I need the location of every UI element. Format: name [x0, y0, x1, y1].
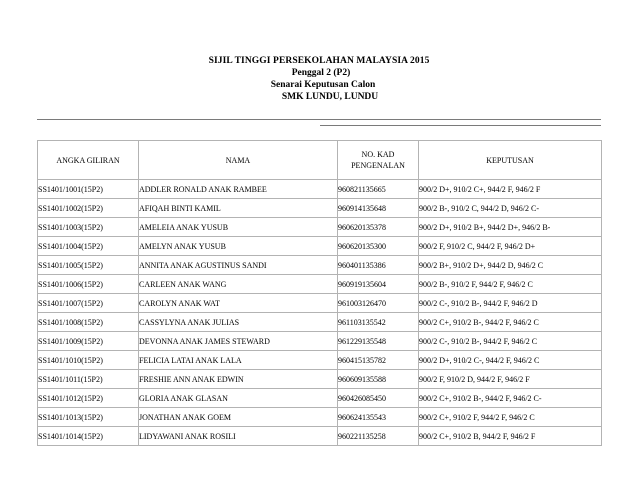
cell-no-kad: 960401135386: [338, 256, 419, 275]
cell-keputusan: 900/2 F, 910/2 C, 944/2 F, 946/2 D+: [419, 237, 602, 256]
cell-nama: FELICIA LATAI ANAK LALA: [139, 351, 338, 370]
cell-no-kad: 961229135548: [338, 332, 419, 351]
cell-no-kad: 960426085450: [338, 389, 419, 408]
table-header-row: [38, 141, 602, 180]
header-keputusan: KEPUTUSAN: [419, 141, 602, 180]
cell-no-kad: 960914135648: [338, 199, 419, 218]
cell-no-kad: 960221135258: [338, 427, 419, 446]
exam-term: Penggal 2 (P2): [291, 68, 351, 78]
cell-nama: LIDYAWANI ANAK ROSILI: [139, 427, 338, 446]
table-row: [38, 313, 602, 332]
cell-angka-giliran: SS1401/1001(15P2): [38, 180, 139, 199]
list-title: Senarai Keputusan Calon: [270, 80, 376, 90]
table-row: [38, 370, 602, 389]
divider-line-half: [320, 125, 601, 126]
table-row: [38, 275, 602, 294]
cell-keputusan: 900/2 C+, 910/2 B, 944/2 F, 946/2 F: [419, 427, 602, 446]
cell-angka-giliran: SS1401/1013(15P2): [38, 408, 139, 427]
table-row: [38, 180, 602, 199]
header-no-kad-pengenalan: [338, 141, 419, 180]
header-angka-giliran: ANGKA GILIRAN: [38, 141, 139, 180]
table-row: [38, 294, 602, 313]
cell-keputusan: 900/2 D+, 910/2 B+, 944/2 D+, 946/2 B-: [419, 218, 602, 237]
cell-keputusan: 900/2 C-, 910/2 B-, 944/2 F, 946/2 D: [419, 294, 602, 313]
table-row: [38, 237, 602, 256]
cell-nama: GLORIA ANAK GLASAN: [139, 389, 338, 408]
table-row: [38, 256, 602, 275]
cell-no-kad: 960609135588: [338, 370, 419, 389]
cell-angka-giliran: SS1401/1003(15P2): [38, 218, 139, 237]
cell-no-kad: 960620135378: [338, 218, 419, 237]
cell-angka-giliran: SS1401/1014(15P2): [38, 427, 139, 446]
cell-keputusan: 900/2 B-, 910/2 F, 944/2 F, 946/2 C: [419, 275, 602, 294]
table-row: [38, 389, 602, 408]
cell-angka-giliran: SS1401/1008(15P2): [38, 313, 139, 332]
cell-nama: ANNITA ANAK AGUSTINUS SANDI: [139, 256, 338, 275]
cell-no-kad: 960620135300: [338, 237, 419, 256]
cell-no-kad: 960919135604: [338, 275, 419, 294]
cell-keputusan: 900/2 D+, 910/2 C+, 944/2 F, 946/2 F: [419, 180, 602, 199]
cell-angka-giliran: SS1401/1007(15P2): [38, 294, 139, 313]
cell-keputusan: 900/2 C+, 910/2 F, 944/2 F, 946/2 C: [419, 408, 602, 427]
cell-nama: JONATHAN ANAK GOEM: [139, 408, 338, 427]
table-row: [38, 351, 602, 370]
cell-angka-giliran: SS1401/1006(15P2): [38, 275, 139, 294]
cell-angka-giliran: SS1401/1005(15P2): [38, 256, 139, 275]
cell-angka-giliran: SS1401/1002(15P2): [38, 199, 139, 218]
document-header: [0, 55, 638, 103]
header-no-kad-line2: PENGENALAN: [351, 161, 405, 170]
cell-keputusan: 900/2 B-, 910/2 C, 944/2 D, 946/2 C-: [419, 199, 602, 218]
cell-angka-giliran: SS1401/1012(15P2): [38, 389, 139, 408]
cell-no-kad: 961003126470: [338, 294, 419, 313]
cell-keputusan: 900/2 C-, 910/2 B-, 944/2 F, 946/2 C: [419, 332, 602, 351]
cell-no-kad: 960821135665: [338, 180, 419, 199]
table-row: [38, 427, 602, 446]
cell-nama: CAROLYN ANAK WAT: [139, 294, 338, 313]
cell-nama: AMELEIA ANAK YUSUB: [139, 218, 338, 237]
exam-title: SIJIL TINGGI PERSEKOLAHAN MALAYSIA 2015: [208, 56, 430, 66]
cell-keputusan: 900/2 C+, 910/2 B-, 944/2 F, 946/2 C: [419, 313, 602, 332]
cell-no-kad: 960415135782: [338, 351, 419, 370]
table-row: [38, 218, 602, 237]
cell-no-kad: 961103135542: [338, 313, 419, 332]
cell-nama: AMELYN ANAK YUSUB: [139, 237, 338, 256]
cell-keputusan: 900/2 C+, 910/2 B-, 944/2 F, 946/2 C-: [419, 389, 602, 408]
cell-angka-giliran: SS1401/1009(15P2): [38, 332, 139, 351]
cell-nama: DEVONNA ANAK JAMES STEWARD: [139, 332, 338, 351]
table-row: [38, 408, 602, 427]
divider-line-full: [37, 119, 601, 120]
cell-nama: AFIQAH BINTI KAMIL: [139, 199, 338, 218]
header-nama: NAMA: [139, 141, 338, 180]
cell-angka-giliran: SS1401/1010(15P2): [38, 351, 139, 370]
cell-keputusan: 900/2 D+, 910/2 C-, 944/2 F, 946/2 C: [419, 351, 602, 370]
cell-nama: FRESHIE ANN ANAK EDWIN: [139, 370, 338, 389]
cell-no-kad: 960624135543: [338, 408, 419, 427]
cell-nama: CASSYLYNA ANAK JULIAS: [139, 313, 338, 332]
cell-angka-giliran: SS1401/1011(15P2): [38, 370, 139, 389]
table-row: [38, 199, 602, 218]
header-no-kad-line1: NO. KAD: [361, 150, 395, 159]
cell-nama: CARLEEN ANAK WANG: [139, 275, 338, 294]
table-row: [38, 332, 602, 351]
cell-keputusan: 900/2 F, 910/2 D, 944/2 F, 946/2 F: [419, 370, 602, 389]
school-name: SMK LUNDU, LUNDU: [281, 92, 379, 102]
results-table: [37, 140, 602, 446]
cell-keputusan: 900/2 B+, 910/2 D+, 944/2 D, 946/2 C: [419, 256, 602, 275]
cell-angka-giliran: SS1401/1004(15P2): [38, 237, 139, 256]
cell-nama: ADDLER RONALD ANAK RAMBEE: [139, 180, 338, 199]
